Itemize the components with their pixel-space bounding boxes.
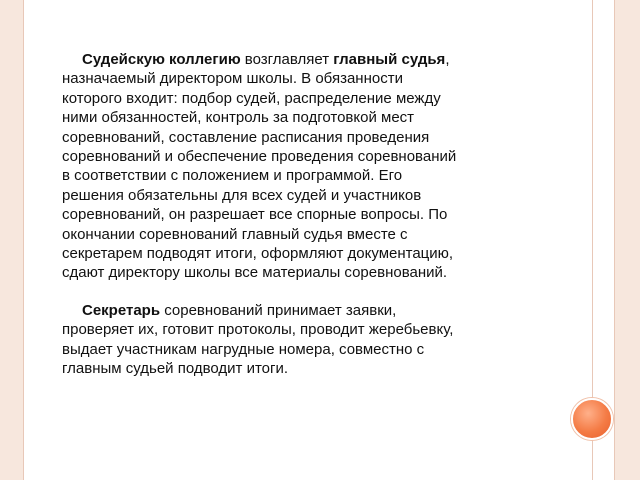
right-decorative-band bbox=[615, 0, 640, 480]
left-decorative-band bbox=[0, 0, 23, 480]
paragraph-text-segment: , назначаемый директором школы. В обязанности которого входит: подбор судей, распределение между ними обязанностей, контроль за подготовкой мест соревнований, составление расписания проведения соревнований и обеспечение проведения соревнований в соответствии с положением и программой. Его решения обязательны для всех судей и участников соревнований, он разрешает все спорные вопросы. По окончании соревнований главный судья вместе с секретарем подводят итоги, оформляют документацию, сдают директору школы все материалы соревнований. bbox=[62, 51, 457, 282]
paragraph-secretary bbox=[62, 301, 462, 379]
paragraph-text-segment: соревнований принимает заявки, проверяет их, готовит протоколы, проводит жеребьевку, выдает участникам нагрудные номера, совместно с главным судьей подводит итоги. bbox=[62, 301, 454, 378]
term-secretary: Секретарь bbox=[82, 301, 161, 319]
paragraph-gap bbox=[62, 283, 462, 301]
left-divider-line bbox=[23, 0, 24, 480]
paragraph-text-segment: возглавляет bbox=[240, 51, 334, 68]
orange-circle-decoration bbox=[571, 398, 613, 440]
term-judging-panel: Судейскую коллегию bbox=[82, 51, 241, 68]
term-chief-judge: главный судья bbox=[333, 51, 446, 68]
paragraph-chief-judge bbox=[62, 50, 462, 283]
slide-body-text bbox=[62, 50, 462, 379]
